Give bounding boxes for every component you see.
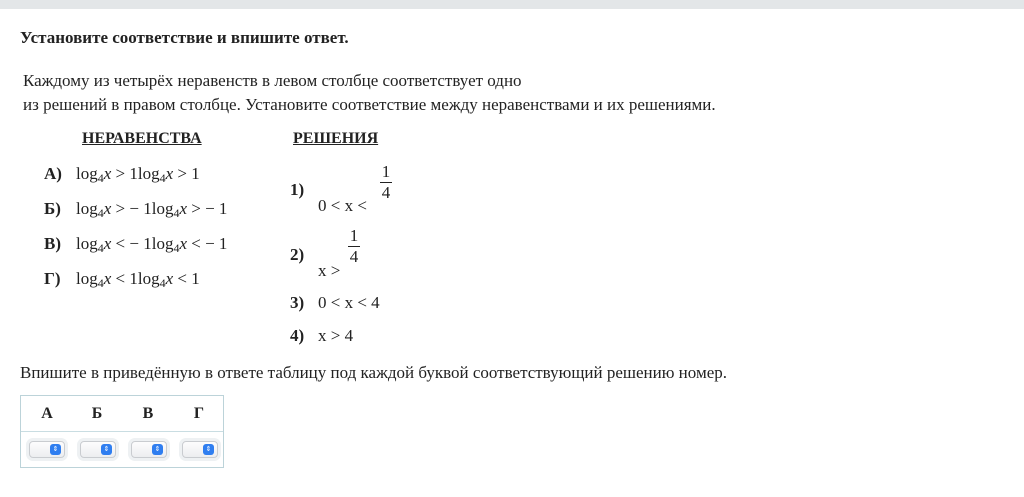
up-down-chevron-icon: ⇕: [50, 444, 61, 455]
inequality-letter: Б): [44, 199, 61, 218]
answer-select-d[interactable]: [182, 441, 218, 458]
answer-header-a: А: [41, 405, 53, 422]
answer-header-c: В: [142, 405, 154, 422]
inequalities-header: НЕРАВЕНСТВА: [82, 130, 202, 147]
solution-2: 2): [290, 245, 305, 264]
answer-table-divider: [21, 431, 223, 432]
inequality-letter: А): [44, 164, 62, 183]
solution-3: 3) 0 < x < 4: [290, 293, 380, 312]
answer-header-b: Б: [91, 405, 103, 422]
up-down-chevron-icon: ⇕: [203, 444, 214, 455]
solution-2-fraction: 1 4: [349, 226, 359, 266]
solutions-header: РЕШЕНИЯ: [293, 130, 379, 147]
answer-select-b[interactable]: [80, 441, 116, 458]
inequality-c: В) $\log_4x$ < − $1\log_4x$ < − 1: [44, 234, 228, 255]
answer-instruction: Впишите в приведённую в ответе таблицу под каждой буквой соответствующий решению номер.: [20, 363, 728, 382]
solution-2-expression: x >: [318, 261, 341, 280]
up-down-chevron-icon: ⇕: [152, 444, 163, 455]
inequality-letter: В): [44, 234, 61, 253]
answer-select-a[interactable]: [29, 441, 65, 458]
solution-1-expression: 0 < x <: [318, 196, 367, 215]
top-bar: [0, 0, 1024, 9]
answer-table: [20, 395, 224, 468]
inequality-d: Г) $\log_4x < 1\log_4x < 1$: [44, 269, 200, 290]
task-description-line-2: из решений в правом столбце. Установите соответствие между неравенствами и их решениями.: [23, 95, 716, 114]
inequality-a: А) $\log_4x > 1\log_4x > 1$: [44, 164, 200, 185]
answer-select-c[interactable]: [131, 441, 167, 458]
up-down-chevron-icon: ⇕: [101, 444, 112, 455]
answer-header-d: Г: [193, 405, 205, 422]
task-description-line-1: Каждому из четырёх неравенств в левом столбце соответствует одно: [23, 71, 522, 90]
inequality-b: Б) $\log_4x$ > − $1\log_4x$ > − 1: [44, 199, 228, 220]
solution-1-fraction: 1 4: [381, 162, 391, 202]
solution-4: 4) x > 4: [290, 326, 354, 345]
inequality-letter: Г): [44, 269, 61, 288]
solution-1: 1): [290, 180, 305, 199]
task-title: Установите соответствие и впишите ответ.: [20, 28, 349, 47]
